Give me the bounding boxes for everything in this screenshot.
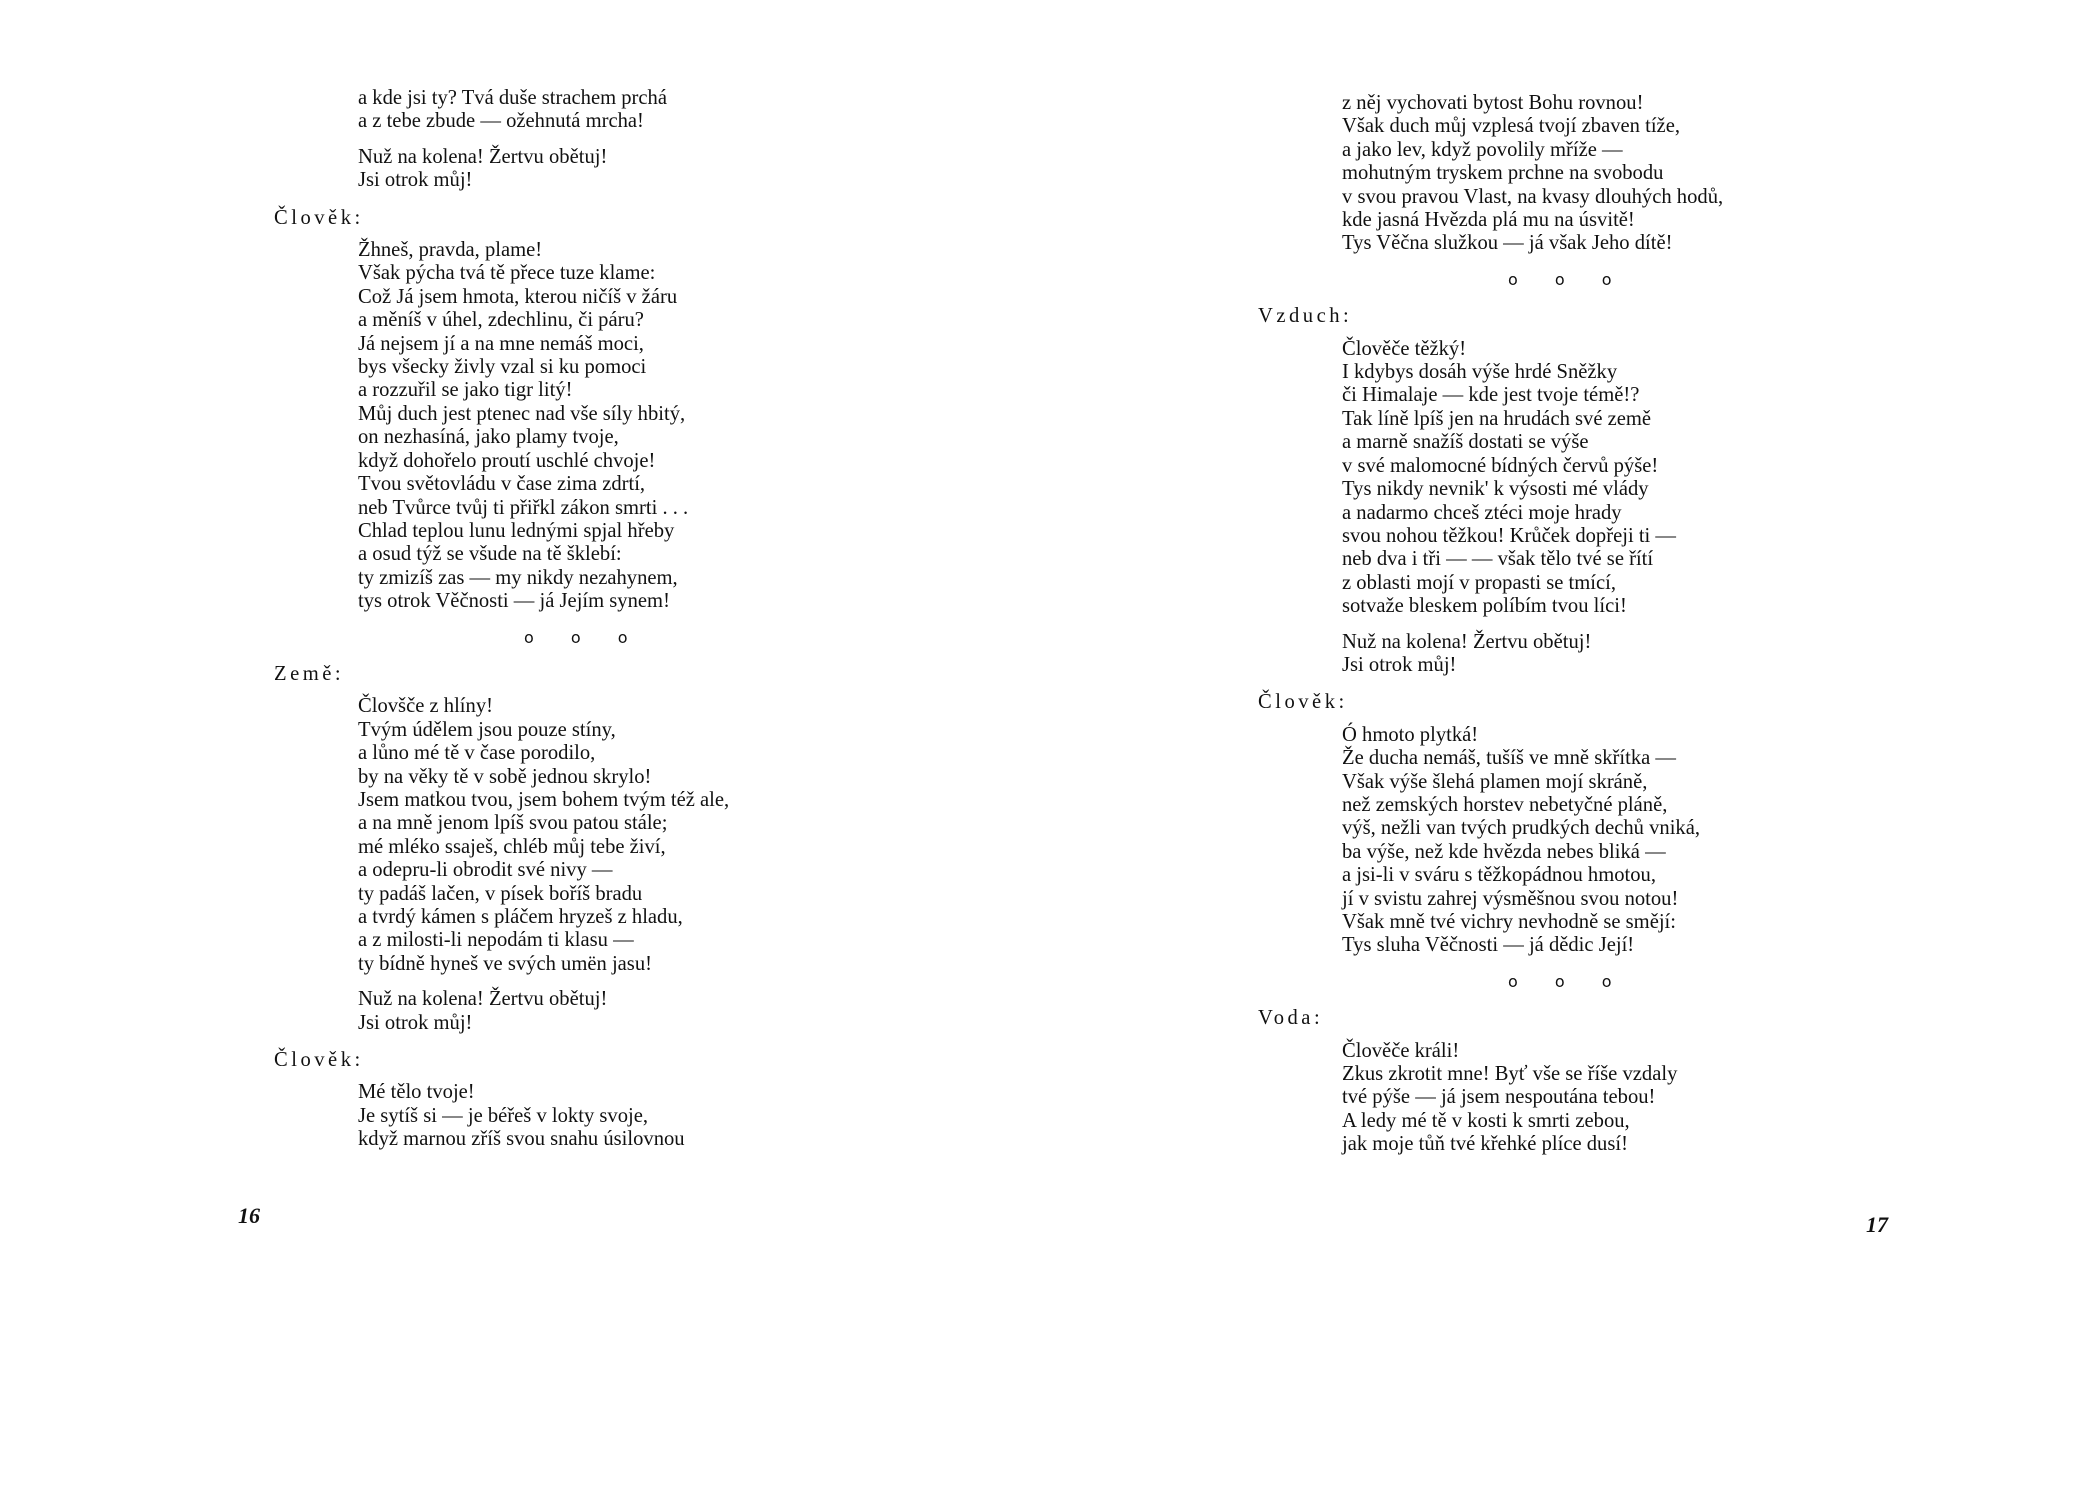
verse-line: Člověče těžký! bbox=[1342, 337, 1467, 360]
verse-line: bys všecky živly vzal si ku pomoci bbox=[358, 356, 647, 379]
stanza bbox=[358, 239, 834, 614]
verse-line: a z milosti-li nepodám ti klasu — bbox=[358, 929, 634, 952]
verse-line: Tys Věčna služkou — já však Jeho dítě! bbox=[1342, 232, 1673, 255]
verse-line: a odepru-li obrodit své nivy — bbox=[358, 859, 613, 882]
stanza bbox=[1342, 631, 1878, 678]
verse-line: a měníš v úhel, zdechlinu, či páru? bbox=[358, 309, 644, 332]
verse-line: a tvrdý kámen s pláčem hryzeš z hladu, bbox=[358, 906, 683, 928]
verse-line: a jsi-li v sváru s těžkopádnou hmotou, bbox=[1342, 864, 1657, 887]
verse-line: a nadarmo chceš ztéci moje hrady bbox=[1342, 501, 1622, 524]
page-number: 16 bbox=[238, 1203, 260, 1228]
stanza bbox=[358, 1081, 834, 1151]
page-17 bbox=[1044, 0, 2088, 1500]
verse-line: Jsem matkou tvou, jsem bohem tvým též ale, bbox=[358, 788, 730, 811]
verse-line: Tvým údělem jsou pouze stíny, bbox=[358, 718, 616, 741]
section-separator: o o o bbox=[1508, 971, 1628, 991]
stanza bbox=[1342, 1040, 1878, 1157]
verse-line: a kde jsi ty? Tvá duše strachem prchá bbox=[358, 87, 667, 109]
verse-line: Ó hmoto plytká! bbox=[1342, 723, 1479, 746]
verse-line: I kdybys dosáh výše hrdé Sněžky bbox=[1342, 361, 1618, 384]
verse-line: ty zmizíš zas — my nikdy nezahynem, bbox=[358, 566, 678, 589]
verse-line: v svou pravou Vlast, na kvasy dlouhých hodů, bbox=[1342, 185, 1724, 208]
stanza bbox=[358, 146, 834, 193]
speaker-label: Člověk: bbox=[274, 206, 364, 229]
verse-line: Nuž na kolena! Žertvu obětuj! bbox=[1342, 630, 1592, 653]
stanza bbox=[358, 988, 834, 1035]
verse-line: Jsi otrok můj! bbox=[358, 1011, 473, 1034]
verse-line: Já nejsem jí a na mne nemáš moci, bbox=[358, 332, 644, 355]
verse-line: Tys sluha Věčnosti — já dědic Její! bbox=[1342, 934, 1635, 957]
poem-column-left bbox=[274, 87, 834, 1164]
speaker-label: Voda: bbox=[1258, 1007, 1324, 1030]
verse-line: jí v svistu zahrej výsměšnou svou notou! bbox=[1342, 887, 1679, 910]
verse-line: Jsi otrok můj! bbox=[1342, 653, 1457, 676]
verse-line: sotvaže bleskem políbím tvou líci! bbox=[1342, 595, 1627, 618]
verse-line: Nuž na kolena! Žertvu obětuj! bbox=[358, 988, 608, 1011]
verse-line: neb Tvůrce tvůj ti přiřkl zákon smrti . . . bbox=[358, 496, 689, 519]
verse-line: z něj vychovati bytost Bohu rovnou! bbox=[1342, 92, 1644, 114]
verse-line: Což Já jsem hmota, kterou ničíš v žáru bbox=[358, 285, 678, 308]
verse-line: ba výše, než kde hvězda nebes bliká — bbox=[1342, 840, 1666, 863]
verse-line: Že ducha nemáš, tušíš ve mně skřítka — bbox=[1342, 747, 1676, 770]
stanza bbox=[1342, 338, 1878, 619]
verse-line: či Himalaje — kde jest tvoje témě!? bbox=[1342, 384, 1640, 407]
stanza bbox=[1342, 724, 1878, 958]
verse-line: Zkus zkrotit mne! Byť vše se říše vzdaly bbox=[1342, 1063, 1678, 1086]
verse-line: Jsi otrok můj! bbox=[358, 169, 473, 192]
verse-line: jak moje tůň tvé křehké plíce dusí! bbox=[1342, 1133, 1628, 1156]
verse-line: a rozzuřil se jako tigr litý! bbox=[358, 379, 573, 402]
verse-line: výš, nežli van tvých prudkých dechů vniká, bbox=[1342, 817, 1701, 840]
verse-line: Však mně tvé vichry nevhodně se smějí: bbox=[1342, 911, 1676, 933]
verse-line: tvé pýše — já jsem nespoutána tebou! bbox=[1342, 1086, 1656, 1109]
speaker-label: Člověk: bbox=[1258, 691, 1348, 714]
verse-line: v své malomocné bídných červů pýše! bbox=[1342, 454, 1659, 477]
speaker-label: Země: bbox=[274, 662, 345, 685]
verse-line: mé mléko ssaješ, chléb můj tebe živí, bbox=[358, 835, 666, 858]
verse-line: a osud týž se všude na tě šklebí: bbox=[358, 543, 622, 566]
verse-line: tys otrok Věčnosti — já Jejím synem! bbox=[358, 590, 670, 613]
verse-line: Však výše šlehá plamen mojí skráně, bbox=[1342, 770, 1648, 793]
verse-line: Však pýcha tvá tě přece tuze klame: bbox=[358, 262, 656, 285]
verse-line: Mé tělo tvoje! bbox=[358, 1081, 475, 1104]
verse-line: když marnou zříš svou snahu úsilovnou bbox=[358, 1128, 685, 1151]
poem-column-right bbox=[1258, 92, 1878, 1169]
verse-line: z oblasti mojí v propasti se tmící, bbox=[1342, 571, 1616, 594]
verse-line: mohutným tryskem prchne na svobodu bbox=[1342, 162, 1664, 185]
verse-line: ty padáš lačen, v písek boříš bradu bbox=[358, 882, 643, 905]
speaker-label: Člověk: bbox=[274, 1049, 364, 1072]
speaker-label: Vzduch: bbox=[1258, 305, 1353, 328]
verse-line: Chlad teplou lunu lednými spjal hřeby bbox=[358, 519, 675, 542]
verse-line: Človšče z hlíny! bbox=[358, 695, 493, 718]
verse-line: a marně snažíš dostati se výše bbox=[1342, 431, 1589, 454]
verse-line: Tak líně lpíš jen na hrudách své země bbox=[1342, 407, 1652, 430]
verse-line: Žhneš, pravda, plame! bbox=[358, 239, 543, 262]
verse-line: Tys nikdy nevnik' k výsosti mé vlády bbox=[1342, 478, 1649, 501]
verse-line: A ledy mé tě v kosti k smrti zebou, bbox=[1342, 1109, 1630, 1132]
verse-line: ty bídně hyneš ve svých umën jasu! bbox=[358, 952, 652, 975]
verse-line: by na věky tě v sobě jednou skrylo! bbox=[358, 765, 652, 788]
section-separator: o o o bbox=[524, 627, 644, 647]
verse-line: když dohořelo proutí uschlé chvoje! bbox=[358, 449, 656, 472]
verse-line: a lůno mé tě v čase porodilo, bbox=[358, 742, 596, 765]
verse-line: Nuž na kolena! Žertvu obětuj! bbox=[358, 145, 608, 168]
stanza bbox=[1342, 92, 1878, 256]
stanza bbox=[358, 695, 834, 976]
verse-line: Je sytíš si — je béřeš v lokty svoje, bbox=[358, 1104, 649, 1127]
verse-line: neb dva i tři — — však tělo tvé se řítí bbox=[1342, 548, 1654, 571]
verse-line: kde jasná Hvězda plá mu na úsvitě! bbox=[1342, 209, 1635, 232]
verse-line: Můj duch jest ptenec nad vše síly hbitý, bbox=[358, 402, 686, 425]
verse-line: a z tebe zbude — ožehnutá mrcha! bbox=[358, 110, 644, 133]
verse-line: Člověče králi! bbox=[1342, 1039, 1460, 1062]
stanza bbox=[358, 87, 834, 134]
section-separator: o o o bbox=[1508, 269, 1628, 289]
verse-line: Tvou světovládu v čase zima zdrtí, bbox=[358, 473, 646, 496]
page-number: 17 bbox=[1866, 1212, 1888, 1237]
verse-line: Však duch můj vzplesá tvojí zbaven tíže, bbox=[1342, 115, 1680, 138]
verse-line: svou nohou těžkou! Krůček dopřeji ti — bbox=[1342, 524, 1677, 547]
verse-line: a jako lev, když povolily mříže — bbox=[1342, 138, 1623, 161]
verse-line: on nezhasíná, jako plamy tvoje, bbox=[358, 426, 619, 449]
verse-line: a na mně jenom lpíš svou patou stále; bbox=[358, 812, 668, 835]
verse-line: než zemských horstev nebetyčné pláně, bbox=[1342, 793, 1668, 816]
